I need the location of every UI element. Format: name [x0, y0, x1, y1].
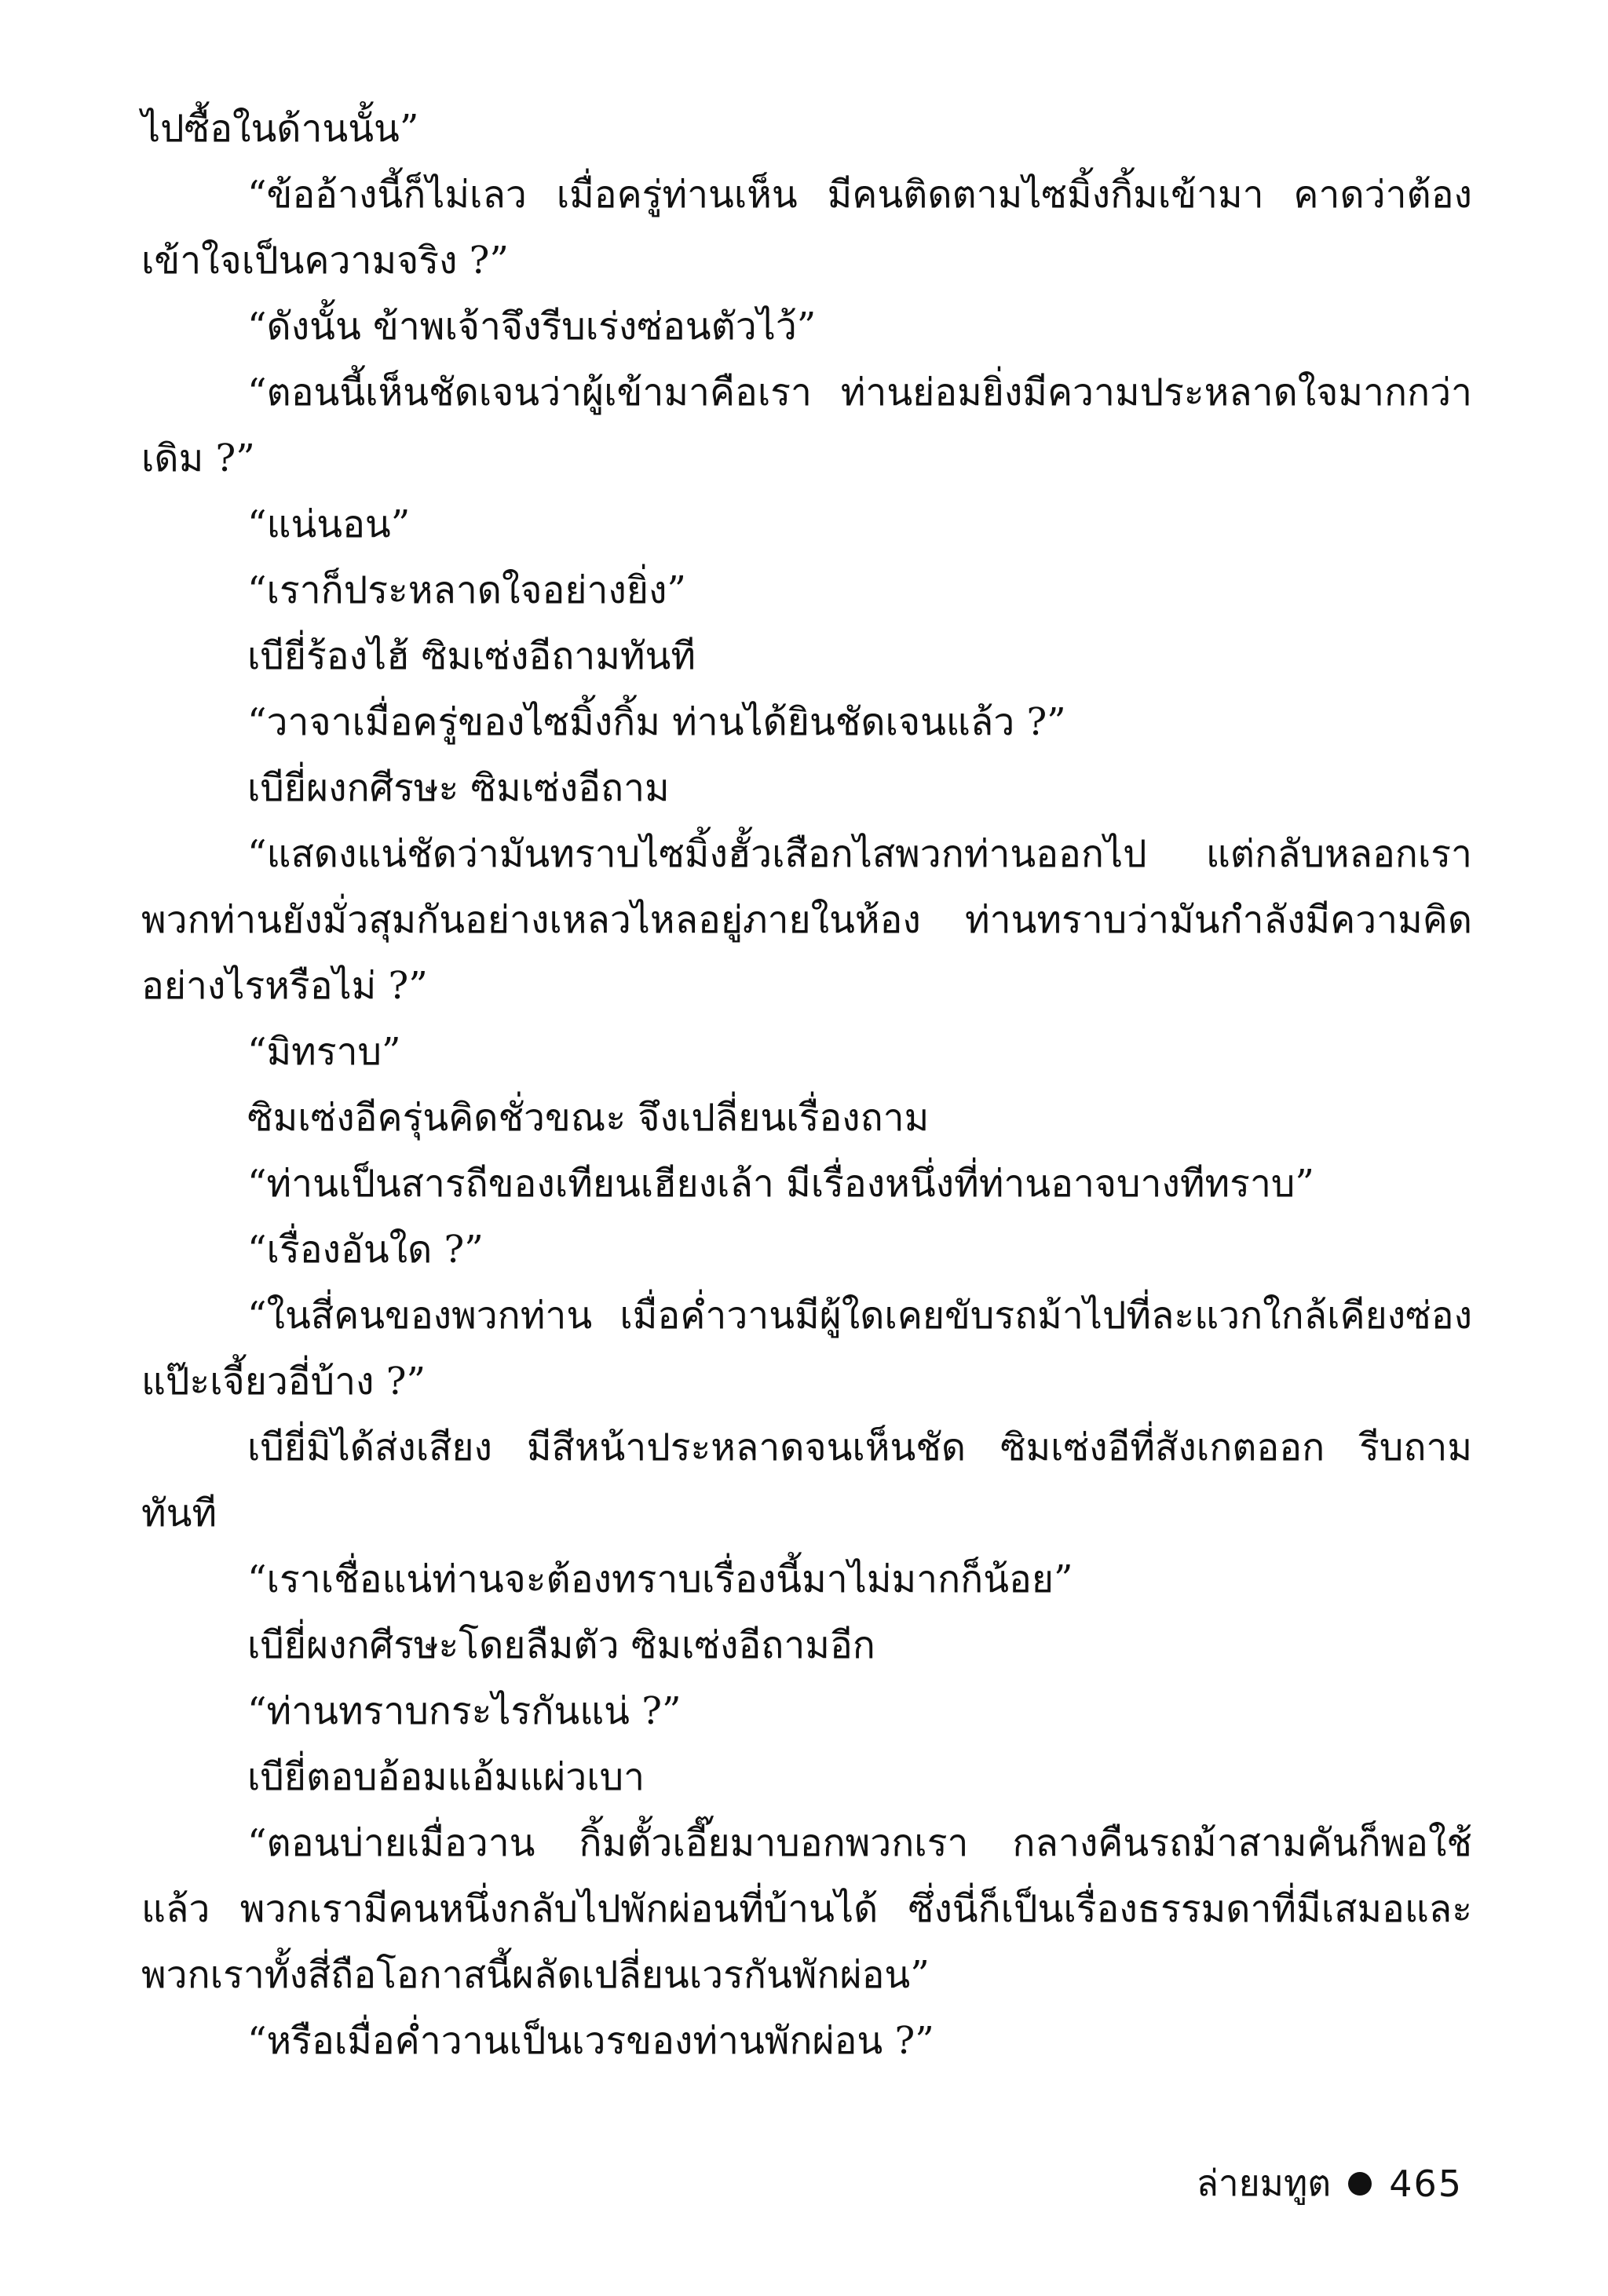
paragraph: “ตอนบ่ายเมื่อวาน กิ้มตั้วเอี๊ยมาบอกพวกเรา กลางคืนรถม้าสามคันก็พอใช้แล้ว พวกเรามีคนหนึ่งกลับไปพักผ่อนที่บ้านได้ ซึ่งนี่ก็เป็นเรื่องธรรมดาที่มีเสมอและพวกเราทั้งสี่ถือโอกาสนี้ผลัดเปลี่ยนเวรกันพักผ่อน” [141, 1821, 1472, 1997]
paragraph: “ดังนั้น ข้าพเจ้าจึงรีบเร่งซ่อนตัวไว้” [247, 305, 817, 349]
paragraph: “แน่นอน” [247, 502, 411, 546]
paragraph: “ในสี่คนของพวกท่าน เมื่อค่ำวานมีผู้ใดเคยขับรถม้าไปที่ละแวกใกล้เคียงซ่องแป๊ะเจี้ยวอี่บ้าง ?” [141, 1294, 1472, 1404]
paragraph: “เราก็ประหลาดใจอย่างยิ่ง” [247, 568, 686, 612]
paragraph: เบียี่ผงกศีรษะโดยลืมตัว ซิมเซ่งอีถามอีก [247, 1623, 875, 1667]
paragraph: “แสดงแน่ชัดว่ามันทราบไซมิ้งฮั้วเสือกไสพวกท่านออกไป แต่กลับหลอกเราพวกท่านยังมั่วสุมกันอย่างเหลวไหลอยู่ภายในห้อง ท่านทราบว่ามันกำลังมีความคิดอย่างไรหรือไม่ ?” [141, 832, 1472, 1008]
paragraph: ไปซื้อในด้านนั้น” [141, 107, 419, 151]
paragraph: “มิทราบ” [247, 1030, 401, 1074]
page-footer [1197, 2155, 1463, 2212]
page-number: 465 [1389, 2162, 1463, 2205]
paragraph: เบียี่มิได้ส่งเสียง มีสีหน้าประหลาดจนเห็นชัด ซิมเซ่งอีที่สังเกตออก รีบถามทันที [141, 1425, 1472, 1535]
book-title: ล่ายมทูต [1196, 2162, 1332, 2204]
paragraph: “วาจาเมื่อครู่ของไซมิ้งกิ้ม ท่านได้ยินชัดเจนแล้ว ?” [247, 700, 1066, 744]
bullet-icon [1348, 2172, 1372, 2196]
paragraph: “ท่านทราบกระไรกันแน่ ?” [247, 1689, 682, 1733]
paragraph: “ตอนนี้เห็นชัดเจนว่าผู้เข้ามาคือเรา ท่านย่อมยิ่งมีความประหลาดใจมากกว่าเดิม ?” [141, 370, 1472, 480]
paragraph: เบียี่ตอบอ้อมแอ้มแผ่วเบา [247, 1755, 645, 1799]
paragraph: “ท่านเป็นสารถีของเทียนเฮียงเล้า มีเรื่องหนึ่งที่ท่านอาจบางทีทราบ” [247, 1162, 1314, 1206]
paragraph: เบียี่ผงกศีรษะ ซิมเซ่งอีถาม [247, 766, 670, 810]
paragraph: “เราเชื่อแน่ท่านจะต้องทราบเรื่องนี้มาไม่มากก็น้อย” [247, 1557, 1073, 1601]
paragraph: เบียี่ร้องไฮ้ ซิมเซ่งอีถามทันที [247, 634, 696, 678]
paragraph: ซิมเซ่งอีครุ่นคิดชั่วขณะ จึงเปลี่ยนเรื่องถาม [247, 1096, 930, 1140]
paragraph: “หรือเมื่อค่ำวานเป็นเวรของท่านพักผ่อน ?” [247, 2019, 934, 2063]
paragraph: “ข้ออ้างนี้ก็ไม่เลว เมื่อครู่ท่านเห็น มีคนติดตามไซมิ้งกิ้มเข้ามา คาดว่าต้องเข้าใจเป็นความจริง ?” [141, 173, 1472, 283]
page-body [141, 96, 1472, 2074]
paragraph: “เรื่องอันใด ?” [247, 1228, 484, 1272]
